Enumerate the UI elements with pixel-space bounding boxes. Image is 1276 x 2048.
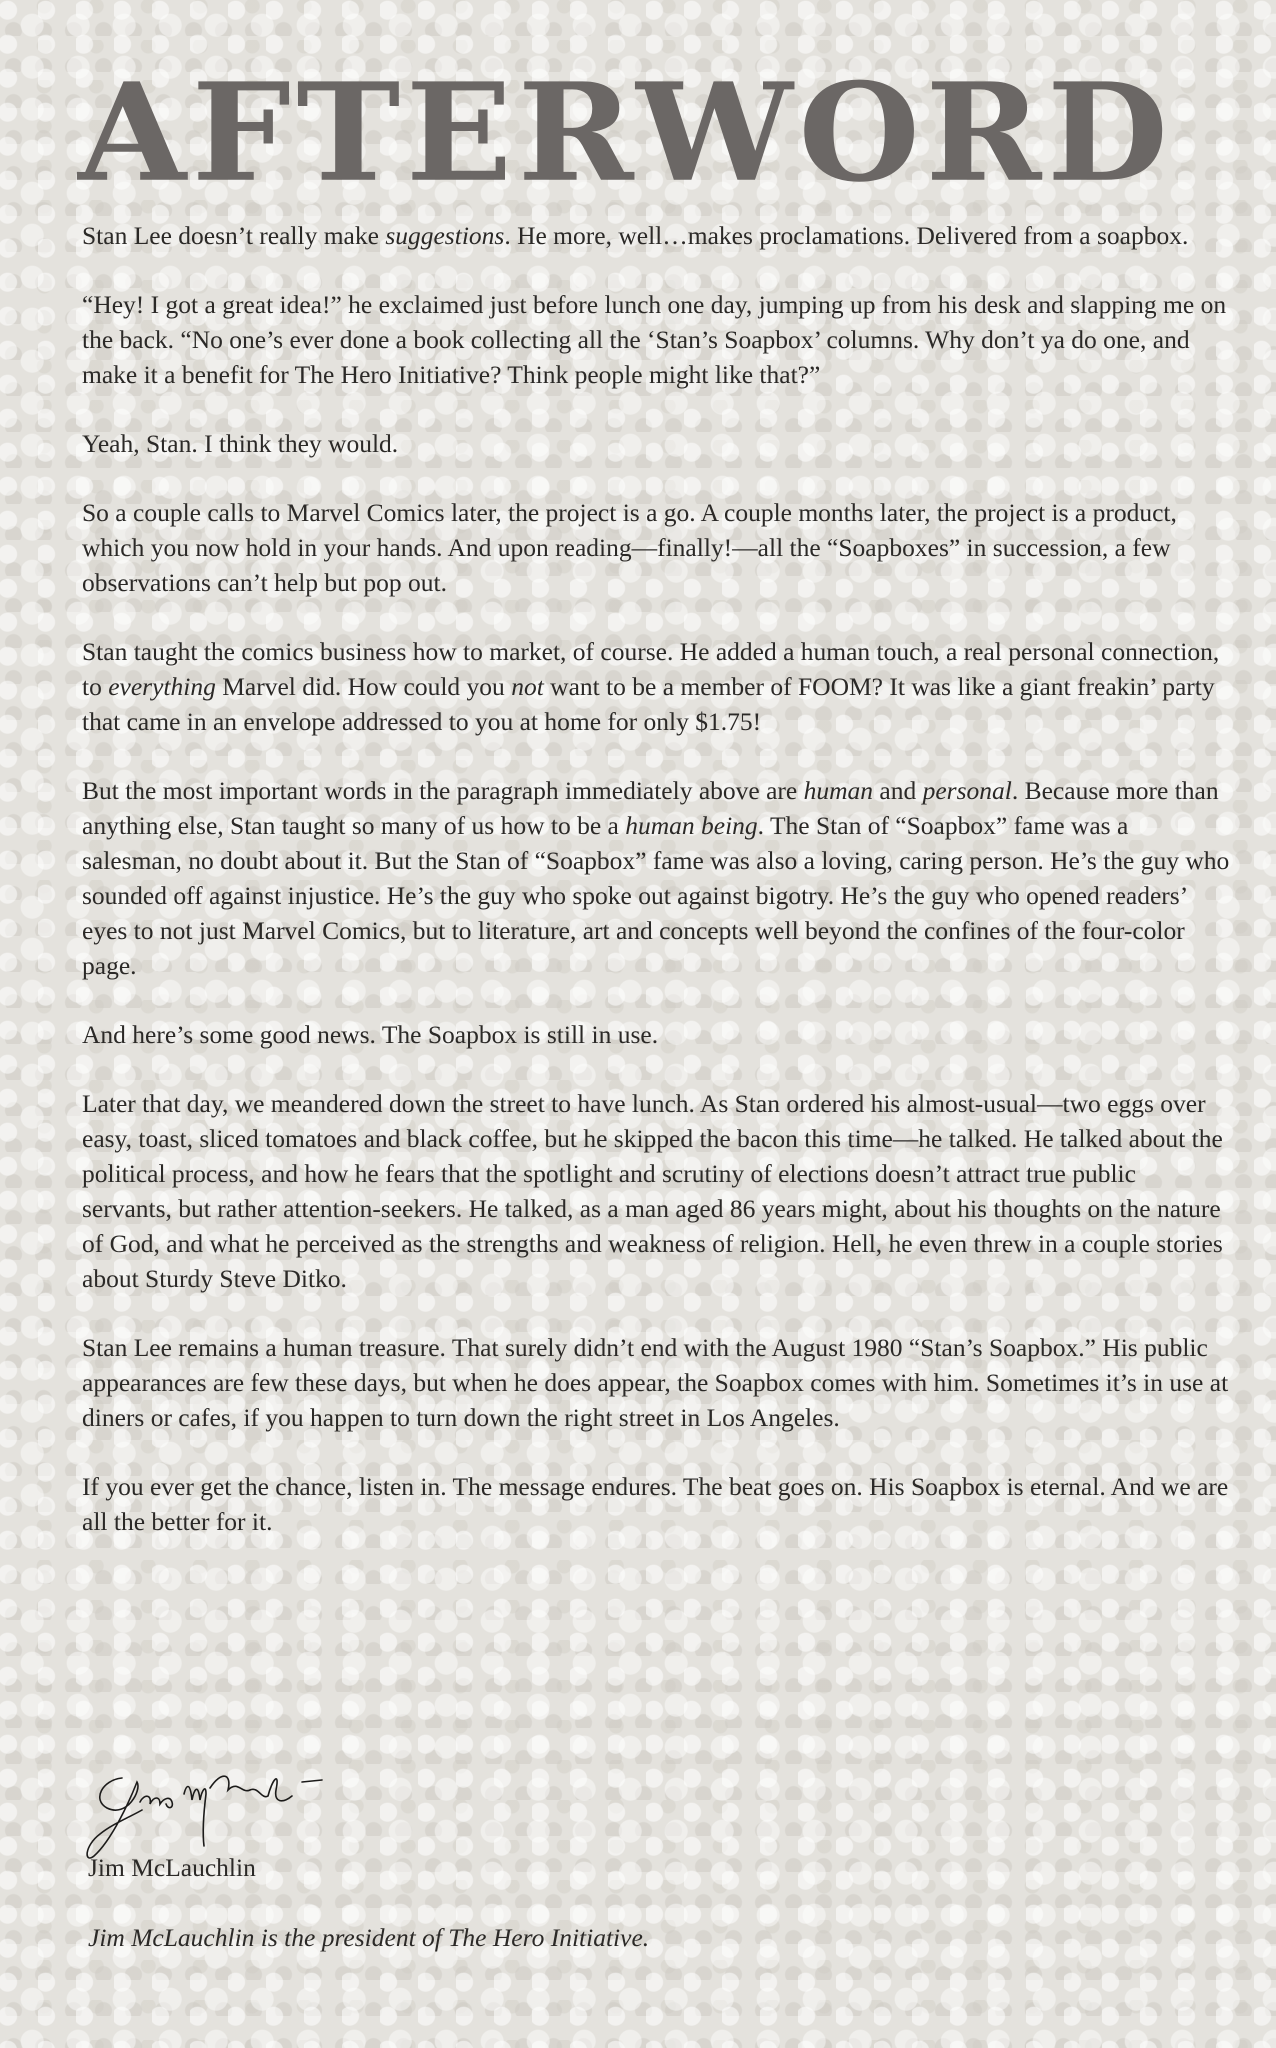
paragraph — [82, 218, 1232, 253]
paragraph — [82, 1086, 1232, 1296]
paragraph — [82, 287, 1232, 392]
emphasis-text: human being — [625, 811, 758, 840]
paragraph-text: . The Stan of “Soapbox” fame was a salesman, no doubt about it. But the Stan of “Soapbox” fame was also a loving, caring person. He’s the guy who sounded off against injustice. He’s the guy who spoke out against bigotry. He’s the guy who opened readers’ eyes to not just Marvel Comics, but to literature, art and concepts well beyond the confines of the four-color page. — [82, 811, 1230, 980]
emphasis-text: human — [803, 776, 874, 805]
paragraph-text: Stan taught the comics business how to market, of course. He added a human touch, a real personal connection, to — [82, 637, 1220, 701]
author-credit: Jim McLauchlin is the president of The Hero Initiative. — [88, 1923, 650, 1952]
paragraph-text: If you ever get the chance, listen in. The message endures. The beat goes on. His Soapbox is eternal. And we are all the better for it. — [82, 1472, 1229, 1536]
paragraph-text: And here’s some good news. The Soapbox is still in use. — [82, 1020, 659, 1049]
emphasis-text: everything — [108, 672, 216, 701]
page-title: AFTERWORD — [78, 53, 1174, 213]
paragraph — [82, 773, 1232, 983]
paragraph-text: But the most important words in the paragraph immediately above are — [82, 776, 804, 805]
paragraph-text: Marvel did. How could you — [215, 672, 512, 701]
paragraph-text: Stan Lee remains a human treasure. That surely didn’t end with the August 1980 “Stan’s Soapbox.” His public appearances are few these days, but when he does appear, the Soapbox comes with him. Sometimes it’s in use at diners or cafes, if you happen to turn down the right street in Los Angeles. — [82, 1333, 1229, 1432]
paragraph-text: Stan Lee doesn’t really make — [82, 221, 386, 250]
paragraph — [82, 634, 1232, 739]
paragraph — [82, 1330, 1232, 1435]
emphasis-text: suggestions — [385, 221, 505, 250]
paragraph-text: Yeah, Stan. I think they would. — [82, 429, 399, 458]
paragraph-text: want to be a member of FOOM? It was like a giant freakin’ party that came in an envelope addressed to you at home for only $1.75! — [82, 672, 1215, 736]
paragraph — [82, 1469, 1232, 1539]
author-name: Jim McLauchlin — [88, 1853, 256, 1882]
paragraph-text: So a couple calls to Marvel Comics later, the project is a go. A couple months later, the project is a product, which you now hold in your hands. And upon reading—finally!—all the “Soapboxes” in succession, a few observations can’t help but pop out. — [82, 498, 1177, 597]
paragraph-text: Later that day, we meandered down the street to have lunch. As Stan ordered his almost-usual—two eggs over easy, toast, sliced tomatoes and black coffee, but he skipped the bacon this time—he talked. He talked about the political process, and how he fears that the spotlight and scrutiny of elections doesn’t attract true public servants, but rather attention-seekers. He talked, as a man aged 86 years might, about his thoughts on the nature of God, and what he perceived as the strengths and weakness of religion. Hell, he even threw in a couple stories about Sturdy Steve Ditko. — [82, 1089, 1223, 1293]
paragraph-text: and — [873, 776, 923, 805]
emphasis-text: not — [511, 672, 544, 701]
paragraph-text: . He more, well…makes proclamations. Delivered from a soapbox. — [504, 221, 1189, 250]
paragraph-text: “Hey! I got a great idea!” he exclaimed just before lunch one day, jumping up from his desk and slapping me on the back. “No one’s ever done a book collecting all the ‘Stan’s Soapbox’ columns. Why don’t ya do one, and make it a benefit for The Hero Initiative? Think people might like that?” — [82, 290, 1227, 389]
paragraph — [82, 495, 1232, 600]
paragraph-text: . Because more than anything else, Stan taught so many of us how to be a — [82, 776, 1219, 840]
paragraph — [82, 426, 1232, 461]
article-body — [82, 218, 1232, 1573]
paragraph — [82, 1017, 1232, 1052]
emphasis-text: personal — [922, 776, 1012, 805]
